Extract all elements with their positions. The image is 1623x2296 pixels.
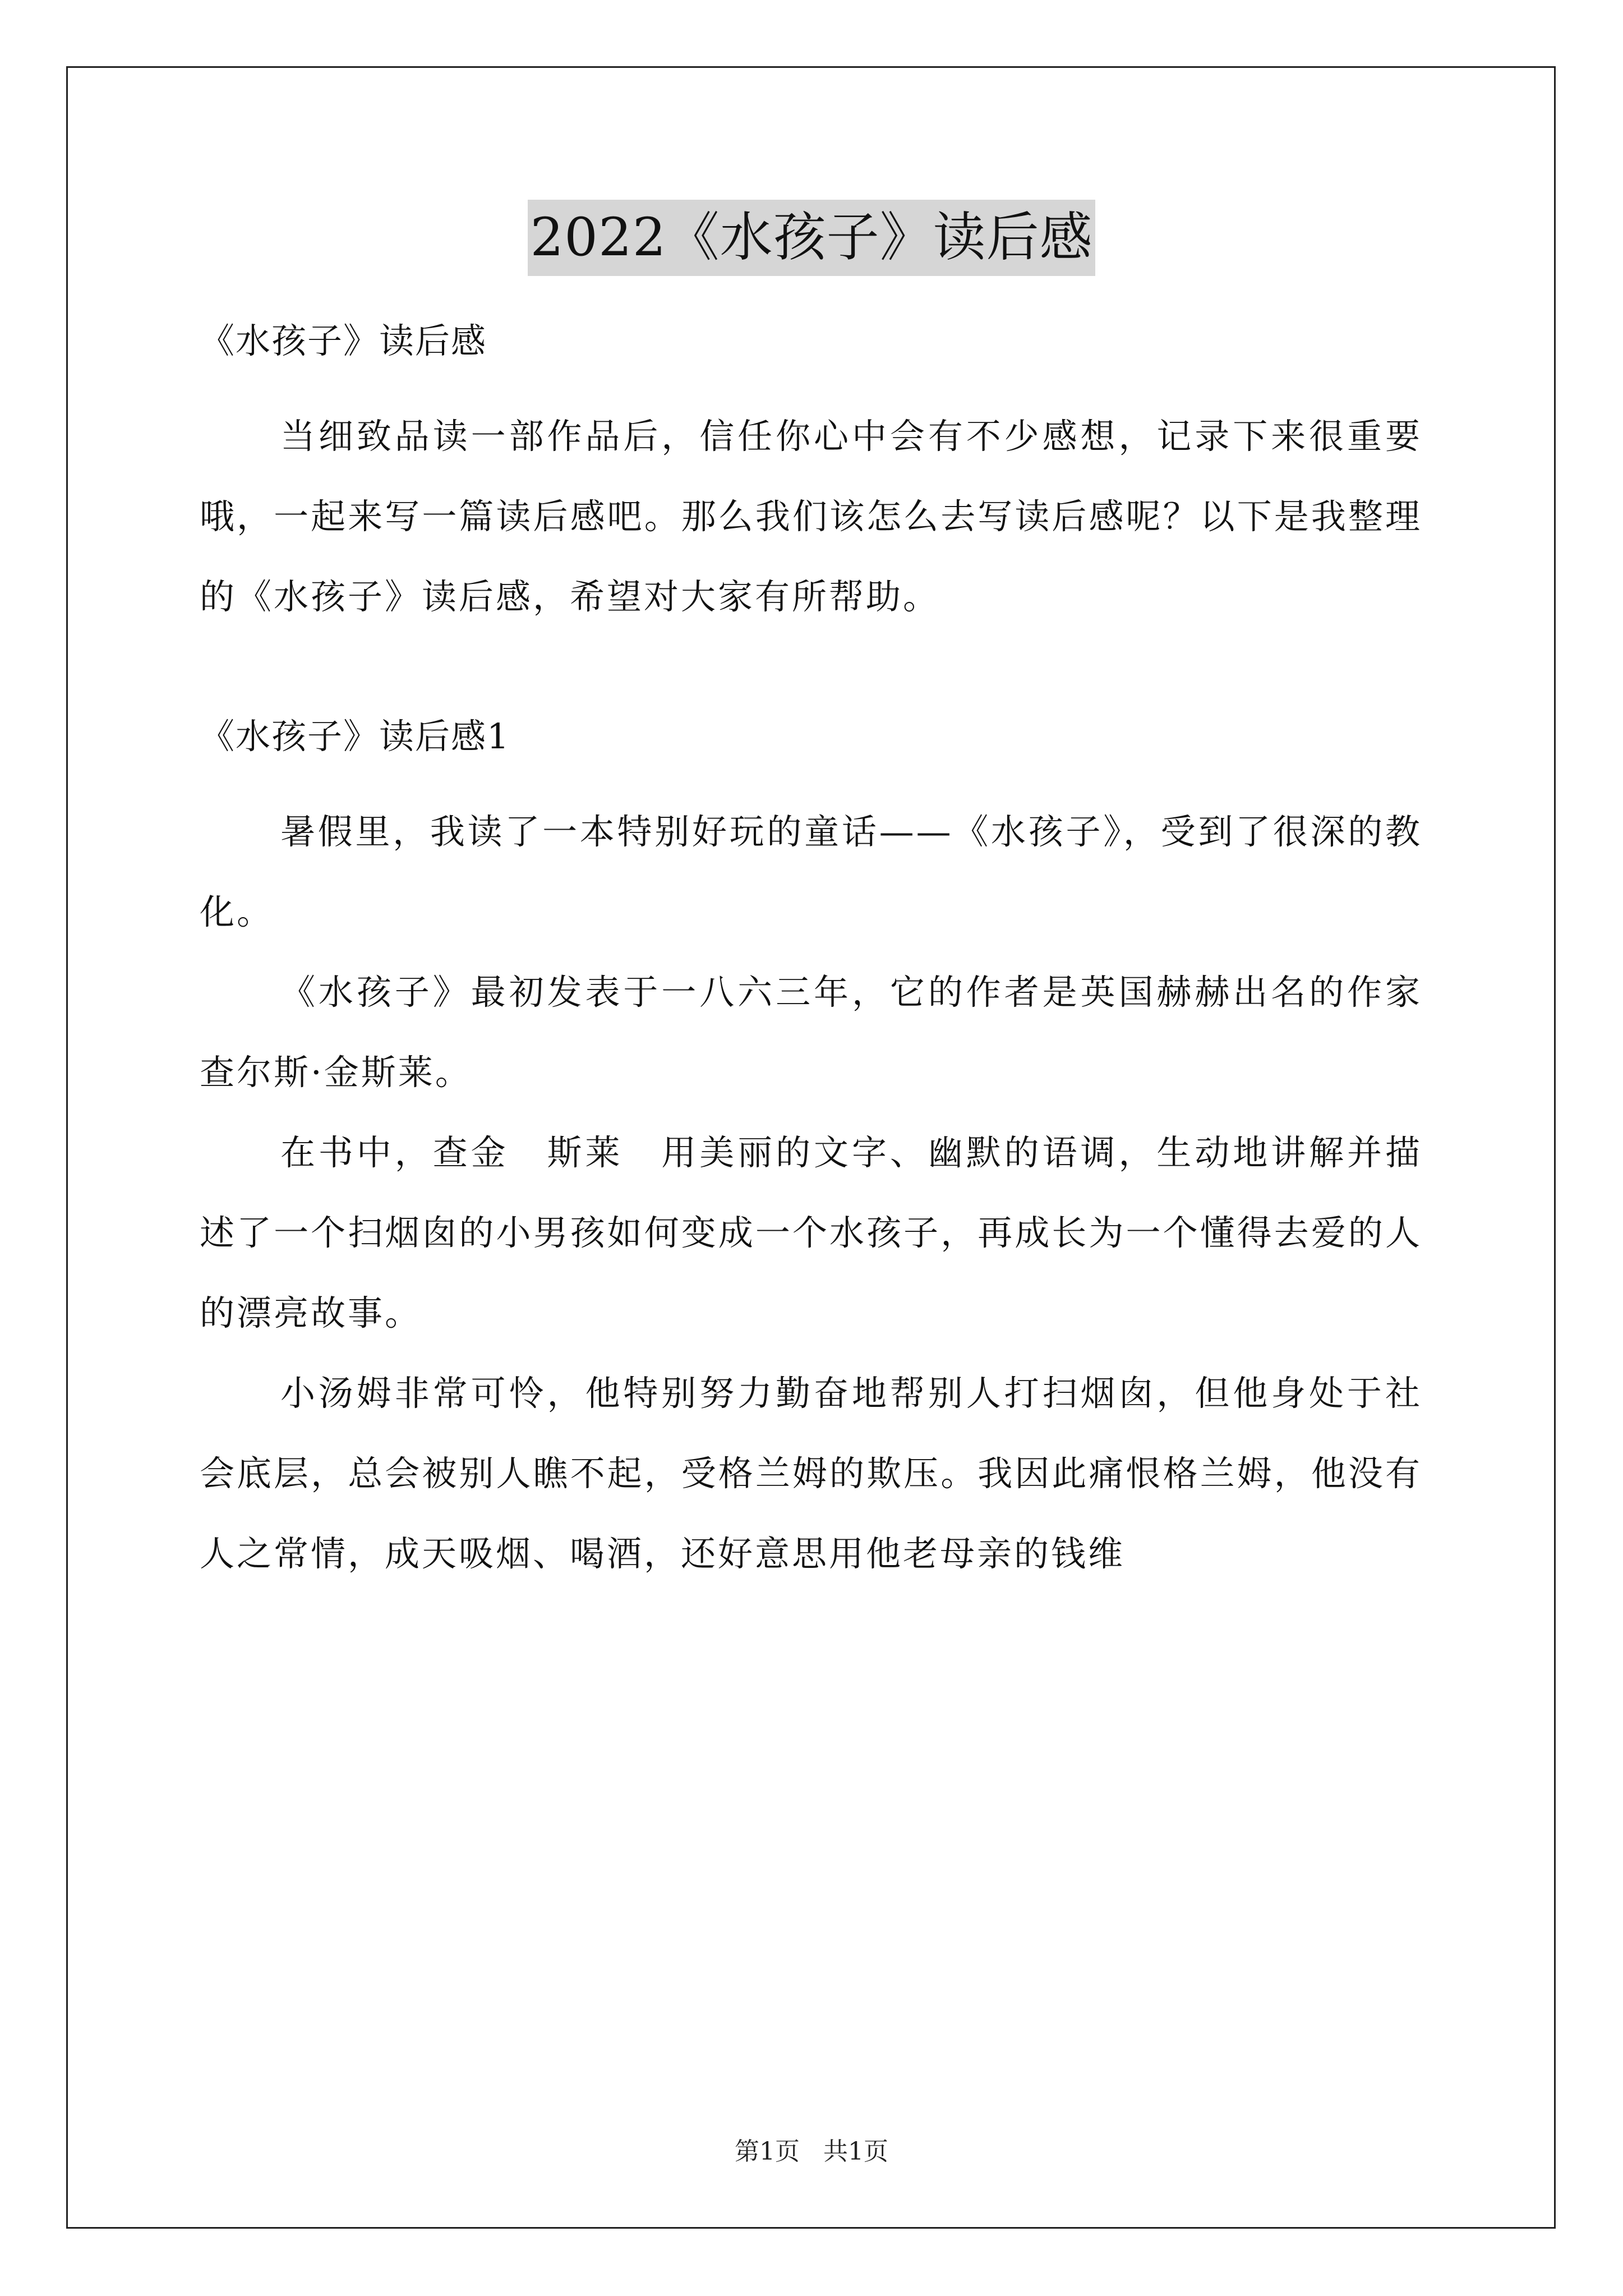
document-body — [200, 314, 1534, 1594]
spacer — [200, 637, 1422, 710]
title-container — [0, 200, 1623, 276]
paragraph-3: 在书中，查金 斯莱 用美丽的文字、幽默的语调，生动地讲解并描述了一个扫烟囱的小男孩如何变成一个水孩子，再成长为一个懂得去爱的人的漂亮故事。 — [200, 1132, 1422, 1333]
paragraph-1: 暑假里，我读了一本特别好玩的童话——《水孩子》，受到了很深的教化。 — [200, 811, 1422, 932]
page-number: 第1页 — [735, 2137, 800, 2166]
spacer — [200, 368, 1422, 396]
paragraph-4: 小汤姆非常可怜，他特别努力勤奋地帮别人打扫烟囱，但他身处于社会底层，总会被别人瞧不起，受格兰姆的欺压。我因此痛恨格兰姆，他没有人之常情，成天吸烟、喝酒，还好意思用他老母亲的钱维 — [200, 1373, 1422, 1574]
paragraph-2: 《水孩子》最初发表于一八六三年，它的作者是英国赫赫出名的作家 查尔斯·金斯莱。 — [200, 972, 1534, 1093]
section-heading: 《水孩子》读后感1 — [200, 716, 510, 757]
document-title: 2022《水孩子》读后感 — [528, 200, 1095, 276]
intro-heading: 《水孩子》读后感 — [200, 320, 487, 361]
page-footer — [0, 2135, 1623, 2169]
spacer — [200, 763, 1422, 792]
intro-paragraph: 当细致品读一部作品后，信任你心中会有不少感想，记录下来很重要哦，一起来写一篇读后感吧。那么我们该怎么去写读后感呢？以下是我整理的《水孩子》读后感，希望对大家有所帮助。 — [200, 416, 1422, 617]
page-total: 共1页 — [823, 2137, 888, 2166]
